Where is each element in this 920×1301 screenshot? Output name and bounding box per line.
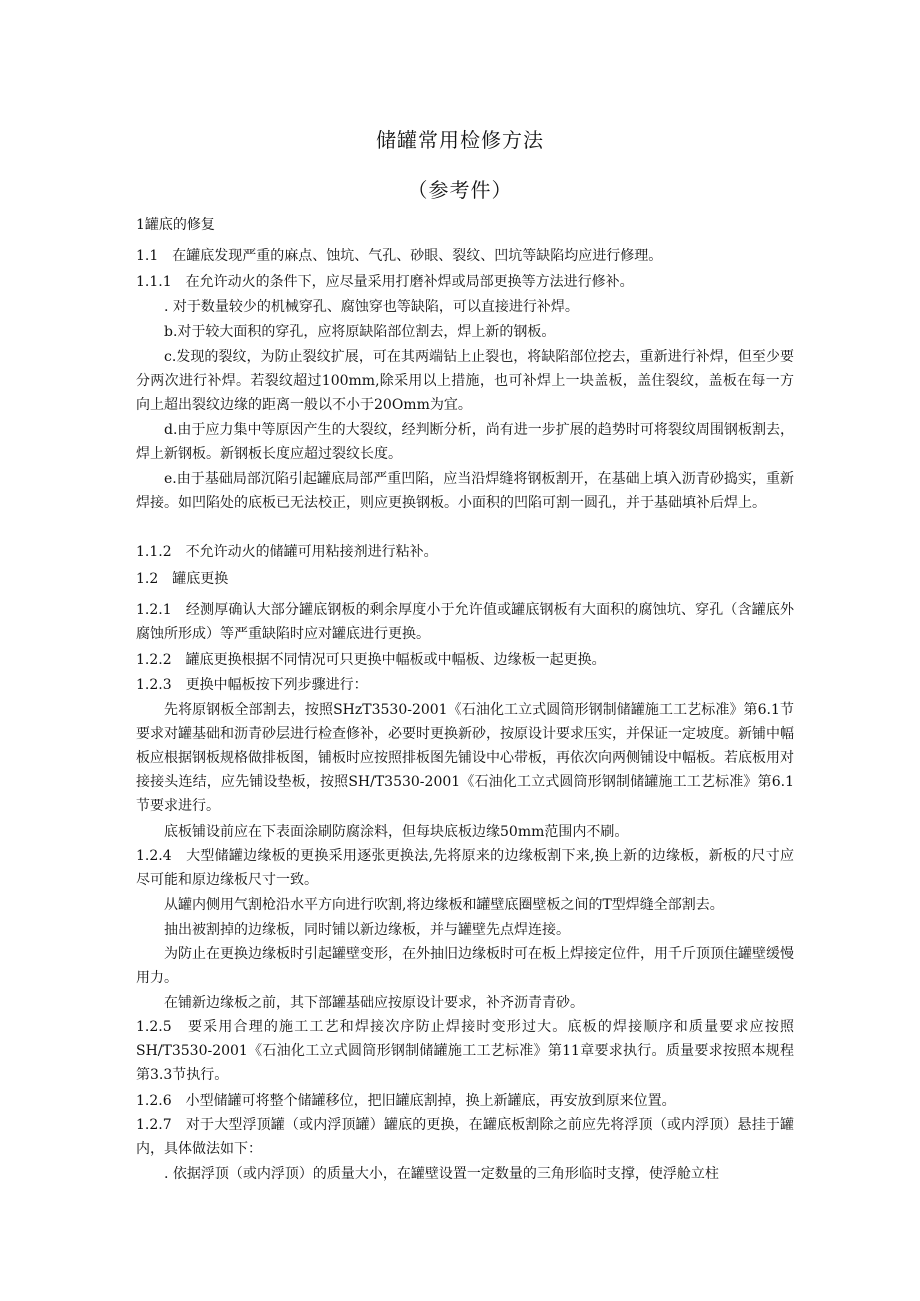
section-heading: 1.2 罐底更换 (136, 571, 229, 587)
paragraph: 1.2.7 对于大型浮顶罐（或内浮顶罐）罐底的更换，在罐底板割除之前应先将浮顶（或内浮顶）悬挂于罐内，具体做法如下： (136, 1117, 794, 1157)
paragraph: 1.1.2 不允许动火的储罐可用粘接剂进行粘补。 (136, 544, 438, 560)
paragraph: 抽出被割掉的边缘板，同时铺以新边缘板，并与罐壁先点焊连接。 (164, 922, 570, 938)
paragraph: 1.2.2 罐底更换根据不同情况可只更换中幅板或中幅板、边缘板一起更换。 (136, 652, 606, 668)
list-item: d.由于应力集中等原因产生的大裂纹，经判断分析，尚有进一步扩展的趋势时可将裂纹周围钢板割去，焊上新钢板。新钢板长度应超过裂纹长度。 (136, 422, 794, 462)
paragraph: 1.2.4 大型储罐边缘板的更换采用逐张更换法,先将原来的边缘板割下来,换上新的边缘板，新板的尺寸应尽可能和原边缘板尺寸一致。 (136, 848, 794, 888)
paragraph: 为防止在更换边缘板时引起罐壁变形，在外抽旧边缘板时可在板上焊接定位件，用千斤顶顶住罐壁缓慢用力。 (136, 946, 794, 986)
document-title: 储罐常用检修方法 (376, 128, 544, 152)
list-item: b.对于较大面积的穿孔，应将原缺陷部位割去，焊上新的钢板。 (164, 324, 556, 340)
paragraph: 底板铺设前应在下表面涂刷防腐涂料，但每块底板边缘50mm范围内不刷。 (164, 824, 629, 840)
paragraph: 1.1 在罐底发现严重的麻点、蚀坑、气孔、砂眼、裂纹、凹坑等缺陷均应进行修理。 (136, 248, 663, 264)
paragraph: 在铺新边缘板之前，其下部罐基础应按原设计要求，补齐沥青青砂。 (164, 995, 584, 1011)
paragraph: 先将原钢板全部割去，按照SHzT3530-2001《石油化工立式圆筒形钢制储罐施工工艺标准》第6.1节要求对罐基础和沥青砂层进行检查修补，必要时更换新砂，按原设计要求压实，并保证一定坡度。新铺中幅板应根据钢板规格做排板图，铺板时应按照排板图先铺设中心带板，再依次向两侧铺设中幅板。若底板用对接接头连结，应先铺设垫板，按照SH/T3530-2001《石油化工立式圆筒形钢制储罐施工工艺标准》第6.1节要求进行。 (136, 702, 794, 814)
paragraph: 从罐内侧用气割枪沿水平方向进行吹割,将边缘板和罐壁底圈壁板之间的T型焊缝全部割去。 (164, 897, 724, 913)
list-item: . 依据浮顶（或内浮顶）的质量大小，在罐壁设置一定数量的三角形临时支撑，使浮舱立柱 (164, 1166, 719, 1182)
list-item: c.发现的裂纹，为防止裂纹扩展，可在其两端钻上止裂也，将缺陷部位挖去，重新进行补焊，但至少要分两次进行补焊。若裂纹超过100mm,除采用以上措施，也可补焊上一块盖板，盖住裂纹，盖板在每一方向上超出裂纹边缘的距离一般以不小于20Omm为宜。 (136, 349, 794, 413)
list-item: . 对于数量较少的机械穿孔、腐蚀穿也等缺陷，可以直接进行补焊。 (164, 299, 579, 315)
paragraph: 1.2.1 经测厚确认大部分罐底钢板的剩余厚度小于允许值或罐底钢板有大面积的腐蚀坑、穿孔（含罐底外腐蚀所形成）等严重缺陷时应对罐底进行更换。 (136, 602, 794, 642)
document-subtitle: （参考件） (407, 178, 513, 202)
paragraph: 1.1.1 在允许动火的条件下，应尽量采用打磨补焊或局部更换等方法进行修补。 (136, 274, 634, 290)
paragraph: 1.2.5 要采用合理的施工工艺和焊接次序防止焊接时变形过大。底板的焊接顺序和质量要求应按照SH/T3530-2001《石油化工立式圆筒形钢制储罐施工工艺标准》第11章要求执行。质量要求按照本规程第3.3节执行。 (136, 1019, 794, 1083)
list-item: e.由于基础局部沉陷引起罐底局部严重凹陷，应当沿焊缝将钢板割开，在基础上填入沥青砂捣实，重新焊接。如凹陷处的底板已无法校正，则应更换钢板。小面积的凹陷可割一圆孔，并于基础填补后焊上。 (136, 471, 794, 511)
section-heading: 1罐底的修复 (136, 217, 215, 233)
paragraph: 1.2.6 小型储罐可将整个储罐移位，把旧罐底割掉，换上新罐底，再安放到原来位置。 (136, 1093, 676, 1109)
paragraph: 1.2.3 更换中幅板按下列步骤进行： (136, 677, 368, 693)
